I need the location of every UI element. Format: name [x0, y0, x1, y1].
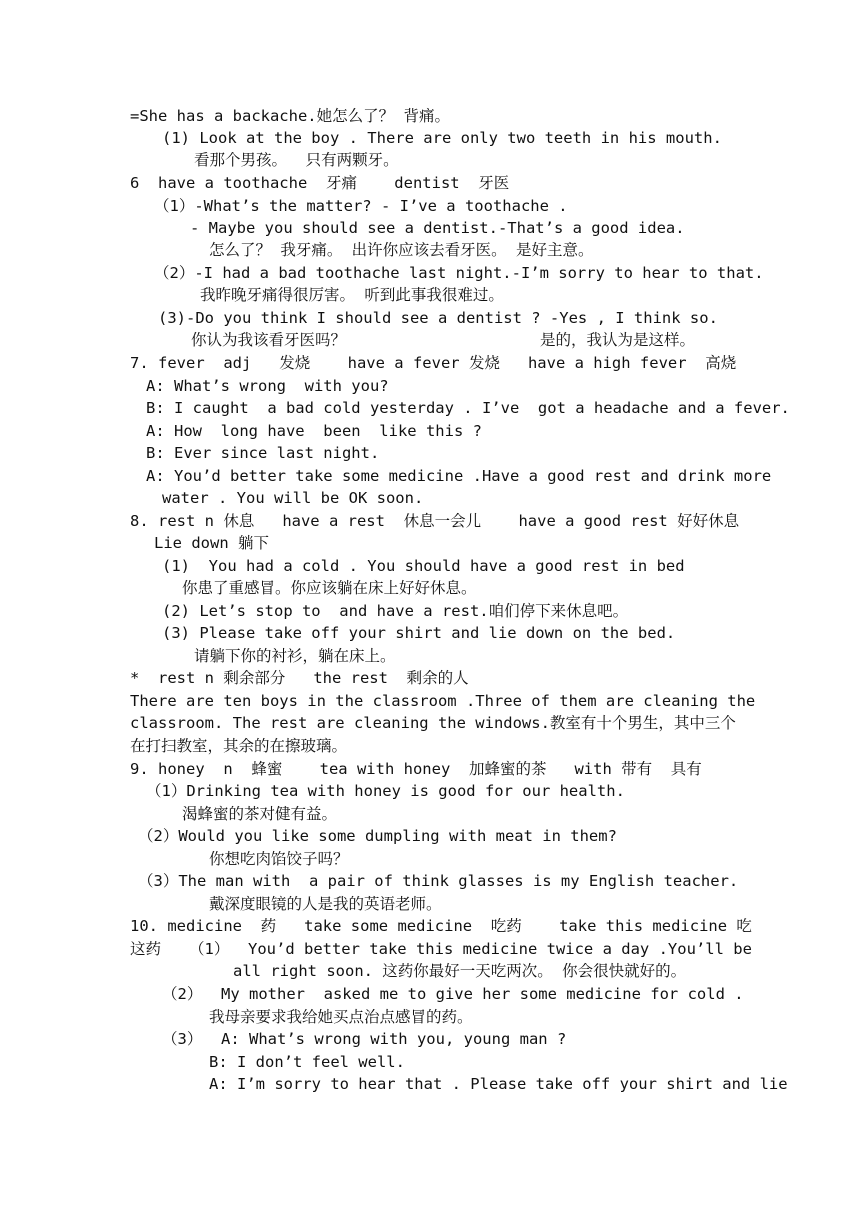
text-line: (3)-Do you think I should see a dentist ? -Yes , I think so. [158, 309, 718, 327]
text-line: =She has a backache.她怎么了？ 背痛。 [130, 107, 450, 125]
text-line: (1) Look at the boy . There are only two teeth in his mouth. [162, 129, 722, 147]
text-line: classroom. The rest are cleaning the windows.教室有十个男生，其中三个 [130, 714, 736, 732]
text-line: There are ten boys in the classroom .Three of them are cleaning the [130, 692, 756, 710]
text-line: (2) Let’s stop to and have a rest.咱们停下来休息吧。 [162, 602, 629, 620]
text-line: 是的，我认为是这样。 [540, 331, 696, 349]
text-line: all right soon. 这药你最好一天吃两次。 你会很快就好的。 [233, 962, 687, 980]
text-line: （3） A: What’s wrong with you, young man ? [162, 1030, 567, 1048]
text-line: A: You’d better take some medicine .Have a good rest and drink more [146, 467, 772, 485]
text-line: A: What’s wrong with you? [146, 377, 389, 395]
text-line: 我昨晚牙痛得很厉害。 听到此事我很难过。 [200, 286, 504, 304]
text-line: 这药 （1） You’d better take this medicine twice a day .You’ll be [130, 940, 752, 958]
text-line: 8. rest n 休息 have a rest 休息一会儿 have a good rest 好好休息 [130, 512, 740, 530]
text-line: 戴深度眼镜的人是我的英语老师。 [209, 895, 442, 913]
text-line: - Maybe you should see a dentist.-That’s a good idea. [190, 219, 685, 237]
text-line: B: Ever since last night. [146, 444, 380, 462]
text-line: （1）-What’s the matter? - I’ve a toothache . [154, 197, 568, 215]
text-line: 我母亲要求我给她买点治点感冒的药。 [209, 1008, 473, 1026]
text-line: 你患了重感冒。你应该躺在床上好好休息。 [182, 579, 477, 597]
text-line: Lie down 躺下 [154, 534, 269, 552]
text-line: （2）-I had a bad toothache last night.-I’m sorry to hear to that. [154, 264, 764, 282]
text-line: 7. fever adj 发烧 have a fever 发烧 have a high fever 高烧 [130, 354, 737, 372]
text-line: water . You will be OK soon. [162, 489, 424, 507]
text-line: 10. medicine 药 take some medicine 吃药 take this medicine 吃 [130, 917, 752, 935]
text-line: 在打扫教室，其余的在擦玻璃。 [130, 737, 348, 755]
text-line: 看那个男孩。 只有两颗牙。 [194, 151, 399, 169]
text-line: B: I don’t feel well. [209, 1053, 405, 1071]
text-line: B: I caught a bad cold yesterday . I’ve got a headache and a fever. [146, 399, 790, 417]
text-line: （2）Would you like some dumpling with meat in them? [138, 827, 617, 845]
text-line: 请躺下你的衬衫，躺在床上。 [194, 647, 396, 665]
text-line: 怎么了？ 我牙痛。 出许你应该去看牙医。 是好主意。 [209, 241, 594, 259]
text-line: （2） My mother asked me to give her some medicine for cold . [162, 985, 744, 1003]
text-line: 9. honey n 蜂蜜 tea with honey 加蜂蜜的茶 with 带有 具有 [130, 760, 702, 778]
text-line: （3）The man with a pair of think glasses is my English teacher. [138, 872, 739, 890]
text-line: * rest n 剩余部分 the rest 剩余的人 [130, 669, 469, 687]
text-line: A: How long have been like this ? [146, 422, 482, 440]
text-line: 渴蜂蜜的茶对健有益。 [182, 805, 338, 823]
text-line: 你认为我该看牙医吗？ [191, 331, 347, 349]
text-line: (1) You had a cold . You should have a good rest in bed [162, 557, 685, 575]
text-line: 6 have a toothache 牙痛 dentist 牙医 [130, 174, 510, 192]
text-line: (3) Please take off your shirt and lie down on the bed. [162, 624, 676, 642]
text-line: 你想吃肉馅饺子吗？ [209, 850, 349, 868]
text-line: A: I’m sorry to hear that . Please take off your shirt and lie [209, 1075, 788, 1093]
text-line: （1）Drinking tea with honey is good for our health. [146, 782, 625, 800]
